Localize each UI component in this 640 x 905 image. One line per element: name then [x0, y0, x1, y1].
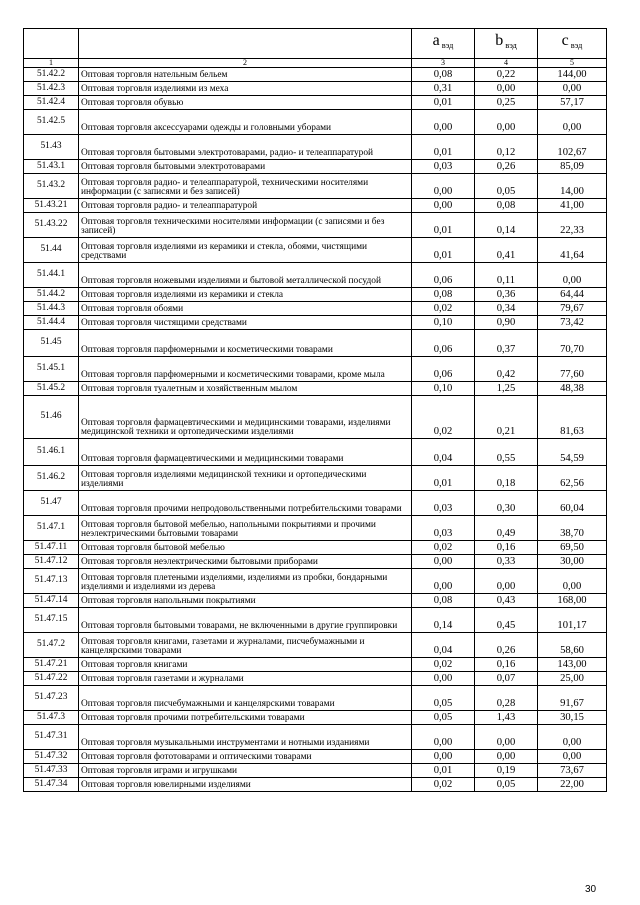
- row-name: Оптовая торговля изделиями из меха: [79, 82, 412, 96]
- row-c-value: 91,67: [538, 686, 607, 711]
- row-c-value: 38,70: [538, 516, 607, 541]
- row-code: 51.47.13: [24, 569, 79, 594]
- table-row: [24, 725, 607, 750]
- row-a-value: 0,01: [412, 764, 475, 778]
- page-number: 30: [585, 884, 597, 895]
- row-code: 51.47.3: [24, 711, 79, 725]
- table-row: [24, 238, 607, 263]
- row-c-value: 62,56: [538, 466, 607, 491]
- header-b-label: b: [495, 32, 504, 50]
- row-c-value: 168,00: [538, 594, 607, 608]
- table-row: [24, 174, 607, 199]
- row-b-value: 0,33: [475, 555, 538, 569]
- row-c-value: 60,04: [538, 491, 607, 516]
- row-name: Оптовая торговля газетами и журналами: [79, 672, 412, 686]
- table-row: [24, 439, 607, 466]
- row-a-value: 0,08: [412, 594, 475, 608]
- row-b-value: 0,41: [475, 238, 538, 263]
- row-c-value: 70,70: [538, 330, 607, 357]
- row-a-value: 0,10: [412, 382, 475, 396]
- row-code: 51.47.12: [24, 555, 79, 569]
- row-a-value: 0,00: [412, 569, 475, 594]
- row-c-value: 0,00: [538, 569, 607, 594]
- table-row: [24, 764, 607, 778]
- row-code: 51.47.21: [24, 658, 79, 672]
- row-name: Оптовая торговля нательным бельем: [79, 68, 412, 82]
- row-a-value: 0,06: [412, 357, 475, 382]
- row-b-value: 0,90: [475, 316, 538, 330]
- row-a-value: 0,02: [412, 396, 475, 439]
- table-row: [24, 82, 607, 96]
- table-row: [24, 711, 607, 725]
- row-a-value: 0,00: [412, 555, 475, 569]
- row-a-value: 0,05: [412, 711, 475, 725]
- row-code: 51.47.34: [24, 778, 79, 792]
- table-row: [24, 672, 607, 686]
- header-row: [24, 29, 607, 59]
- row-name: Оптовая торговля бытовыми товарами, не включенными в другие группировки: [79, 608, 412, 633]
- row-name: Оптовая торговля бытовыми электротоварами: [79, 160, 412, 174]
- row-a-value: 0,00: [412, 750, 475, 764]
- header-c-label: c: [561, 32, 569, 50]
- row-a-value: 0,06: [412, 330, 475, 357]
- row-c-value: 48,38: [538, 382, 607, 396]
- row-code: 51.47.23: [24, 686, 79, 711]
- row-c-value: 22,00: [538, 778, 607, 792]
- row-b-value: 0,42: [475, 357, 538, 382]
- row-a-value: 0,10: [412, 316, 475, 330]
- coefficients-table: [23, 28, 607, 792]
- row-a-value: 0,00: [412, 672, 475, 686]
- row-c-value: 0,00: [538, 263, 607, 288]
- row-code: 51.45.2: [24, 382, 79, 396]
- row-a-value: 0,00: [412, 174, 475, 199]
- row-a-value: 0,04: [412, 439, 475, 466]
- row-c-value: 41,64: [538, 238, 607, 263]
- table-row: [24, 686, 607, 711]
- table-row: [24, 382, 607, 396]
- row-code: 51.43.1: [24, 160, 79, 174]
- row-code: 51.42.3: [24, 82, 79, 96]
- row-c-value: 0,00: [538, 750, 607, 764]
- row-name: Оптовая торговля парфюмерными и косметическими товарами: [79, 330, 412, 357]
- row-b-value: 0,19: [475, 764, 538, 778]
- row-name: Оптовая торговля музыкальными инструментами и нотными изданиями: [79, 725, 412, 750]
- row-c-value: 14,00: [538, 174, 607, 199]
- header-c-subscript: вэд: [570, 40, 583, 51]
- row-code: 51.44.1: [24, 263, 79, 288]
- table-row: [24, 658, 607, 672]
- row-name: Оптовая торговля изделиями медицинской техники и ортопедическими изделиями: [79, 466, 412, 491]
- row-c-value: 58,60: [538, 633, 607, 658]
- column-number: 5: [538, 59, 607, 68]
- row-name: Оптовая торговля парфюмерными и косметическими товарами, кроме мыла: [79, 357, 412, 382]
- table-row: [24, 750, 607, 764]
- table-row: [24, 199, 607, 213]
- row-a-value: 0,01: [412, 466, 475, 491]
- row-c-value: 41,00: [538, 199, 607, 213]
- row-b-value: 0,30: [475, 491, 538, 516]
- row-b-value: 0,37: [475, 330, 538, 357]
- row-a-value: 0,02: [412, 658, 475, 672]
- row-b-value: 0,22: [475, 68, 538, 82]
- column-number: 4: [475, 59, 538, 68]
- row-c-value: 144,00: [538, 68, 607, 82]
- row-b-value: 0,00: [475, 750, 538, 764]
- table-row: [24, 357, 607, 382]
- row-c-value: 73,67: [538, 764, 607, 778]
- row-code: 51.43: [24, 135, 79, 160]
- row-name: Оптовая торговля бытовыми электротоварами, радио- и телеаппаратурой: [79, 135, 412, 160]
- column-number: 1: [24, 59, 79, 68]
- row-c-value: 69,50: [538, 541, 607, 555]
- row-a-value: 0,14: [412, 608, 475, 633]
- row-c-value: 54,59: [538, 439, 607, 466]
- table-row: [24, 778, 607, 792]
- header-a-cell: [412, 29, 475, 59]
- row-a-value: 0,01: [412, 213, 475, 238]
- row-name: Оптовая торговля изделиями из керамики и стекла, обоями, чистящими средствами: [79, 238, 412, 263]
- row-c-value: 79,67: [538, 302, 607, 316]
- row-b-value: 0,16: [475, 658, 538, 672]
- row-b-value: 0,26: [475, 160, 538, 174]
- row-b-value: 1,43: [475, 711, 538, 725]
- row-b-value: 0,05: [475, 174, 538, 199]
- row-code: 51.47.32: [24, 750, 79, 764]
- row-b-value: 0,16: [475, 541, 538, 555]
- row-code: 51.43.2: [24, 174, 79, 199]
- row-a-value: 0,01: [412, 135, 475, 160]
- table-row: [24, 569, 607, 594]
- header-name-cell: [79, 29, 412, 59]
- row-name: Оптовая торговля аксессуарами одежды и головными уборами: [79, 110, 412, 135]
- row-code: 51.47.14: [24, 594, 79, 608]
- row-code: 51.43.21: [24, 199, 79, 213]
- row-name: Оптовая торговля обоями: [79, 302, 412, 316]
- row-b-value: 0,45: [475, 608, 538, 633]
- row-code: 51.42.2: [24, 68, 79, 82]
- row-name: Оптовая торговля ножевыми изделиями и бытовой металлической посудой: [79, 263, 412, 288]
- row-name: Оптовая торговля играми и игрушками: [79, 764, 412, 778]
- row-code: 51.44.3: [24, 302, 79, 316]
- row-name: Оптовая торговля книгами, газетами и журналами, писчебумажными и канцелярскими товарами: [79, 633, 412, 658]
- row-code: 51.47.15: [24, 608, 79, 633]
- row-b-value: 0,49: [475, 516, 538, 541]
- row-c-value: 101,17: [538, 608, 607, 633]
- row-code: 51.43.22: [24, 213, 79, 238]
- row-a-value: 0,00: [412, 725, 475, 750]
- row-a-value: 0,03: [412, 491, 475, 516]
- row-code: 51.47.33: [24, 764, 79, 778]
- row-name: Оптовая торговля фототоварами и оптическими товарами: [79, 750, 412, 764]
- row-b-value: 0,12: [475, 135, 538, 160]
- row-code: 51.46.2: [24, 466, 79, 491]
- row-code: 51.44.4: [24, 316, 79, 330]
- row-name: Оптовая торговля прочими непродовольственными потребительскими товарами: [79, 491, 412, 516]
- row-b-value: 0,11: [475, 263, 538, 288]
- table-row: [24, 213, 607, 238]
- row-c-value: 143,00: [538, 658, 607, 672]
- table-row: [24, 135, 607, 160]
- row-code: 51.47.11: [24, 541, 79, 555]
- row-a-value: 0,06: [412, 263, 475, 288]
- row-a-value: 0,02: [412, 778, 475, 792]
- row-name: Оптовая торговля писчебумажными и канцелярскими товарами: [79, 686, 412, 711]
- row-a-value: 0,31: [412, 82, 475, 96]
- header-code-cell: [24, 29, 79, 59]
- header-a-label: a: [432, 32, 440, 50]
- header-b-subscript: вэд: [505, 40, 517, 51]
- table-row: [24, 608, 607, 633]
- row-a-value: 0,04: [412, 633, 475, 658]
- row-code: 51.47.31: [24, 725, 79, 750]
- row-c-value: 73,42: [538, 316, 607, 330]
- row-name: Оптовая торговля книгами: [79, 658, 412, 672]
- row-c-value: 0,00: [538, 110, 607, 135]
- row-b-value: 1,25: [475, 382, 538, 396]
- row-b-value: 0,14: [475, 213, 538, 238]
- row-name: Оптовая торговля фармацевтическими и медицинскими товарами, изделиями медицинской техники и ортопедическими изделиями: [79, 396, 412, 439]
- row-a-value: 0,00: [412, 110, 475, 135]
- row-name: Оптовая торговля обувью: [79, 96, 412, 110]
- row-c-value: 25,00: [538, 672, 607, 686]
- row-name: Оптовая торговля чистящими средствами: [79, 316, 412, 330]
- column-number: 3: [412, 59, 475, 68]
- row-code: 51.44.2: [24, 288, 79, 302]
- row-c-value: 57,17: [538, 96, 607, 110]
- column-number-row: [24, 59, 607, 68]
- row-code: 51.47.1: [24, 516, 79, 541]
- row-name: Оптовая торговля фармацевтическими и медицинскими товарами: [79, 439, 412, 466]
- table-row: [24, 555, 607, 569]
- row-b-value: 0,00: [475, 110, 538, 135]
- header-b-cell: [475, 29, 538, 59]
- row-code: 51.42.4: [24, 96, 79, 110]
- row-a-value: 0,05: [412, 686, 475, 711]
- row-b-value: 0,00: [475, 569, 538, 594]
- row-c-value: 64,44: [538, 288, 607, 302]
- table-row: [24, 594, 607, 608]
- table-row: [24, 110, 607, 135]
- row-code: 51.47.2: [24, 633, 79, 658]
- row-b-value: 0,25: [475, 96, 538, 110]
- row-b-value: 0,26: [475, 633, 538, 658]
- row-name: Оптовая торговля напольными покрытиями: [79, 594, 412, 608]
- row-a-value: 0,01: [412, 238, 475, 263]
- row-c-value: 30,15: [538, 711, 607, 725]
- row-a-value: 0,02: [412, 302, 475, 316]
- row-name: Оптовая торговля радио- и телеаппаратурой: [79, 199, 412, 213]
- row-c-value: 30,00: [538, 555, 607, 569]
- row-b-value: 0,43: [475, 594, 538, 608]
- row-c-value: 0,00: [538, 82, 607, 96]
- row-a-value: 0,01: [412, 96, 475, 110]
- table-row: [24, 96, 607, 110]
- row-a-value: 0,02: [412, 541, 475, 555]
- row-a-value: 0,03: [412, 516, 475, 541]
- row-name: Оптовая торговля плетеными изделиями, изделиями из пробки, бондарными изделиями и изделиями из дерева: [79, 569, 412, 594]
- header-c-cell: [538, 29, 607, 59]
- row-a-value: 0,00: [412, 199, 475, 213]
- row-c-value: 22,33: [538, 213, 607, 238]
- row-name: Оптовая торговля неэлектрическими бытовыми приборами: [79, 555, 412, 569]
- table-row: [24, 541, 607, 555]
- row-b-value: 0,28: [475, 686, 538, 711]
- row-c-value: 102,67: [538, 135, 607, 160]
- table-row: [24, 516, 607, 541]
- table-row: [24, 68, 607, 82]
- row-b-value: 0,00: [475, 725, 538, 750]
- row-name: Оптовая торговля туалетным и хозяйственным мылом: [79, 382, 412, 396]
- row-b-value: 0,08: [475, 199, 538, 213]
- row-a-value: 0,03: [412, 160, 475, 174]
- row-code: 51.46.1: [24, 439, 79, 466]
- row-name: Оптовая торговля бытовой мебелью: [79, 541, 412, 555]
- row-a-value: 0,08: [412, 288, 475, 302]
- table-row: [24, 316, 607, 330]
- row-c-value: 85,09: [538, 160, 607, 174]
- row-name: Оптовая торговля бытовой мебелью, напольными покрытиями и прочими неэлектрическими бытовыми товарами: [79, 516, 412, 541]
- row-b-value: 0,18: [475, 466, 538, 491]
- table-row: [24, 263, 607, 288]
- row-a-value: 0,08: [412, 68, 475, 82]
- row-code: 51.45.1: [24, 357, 79, 382]
- row-code: 51.46: [24, 396, 79, 439]
- row-c-value: 81,63: [538, 396, 607, 439]
- row-code: 51.47: [24, 491, 79, 516]
- table-row: [24, 302, 607, 316]
- row-b-value: 0,00: [475, 82, 538, 96]
- row-code: 51.44: [24, 238, 79, 263]
- column-number: 2: [79, 59, 412, 68]
- row-b-value: 0,05: [475, 778, 538, 792]
- row-name: Оптовая торговля прочими потребительскими товарами: [79, 711, 412, 725]
- row-b-value: 0,07: [475, 672, 538, 686]
- row-b-value: 0,34: [475, 302, 538, 316]
- row-c-value: 77,60: [538, 357, 607, 382]
- row-b-value: 0,21: [475, 396, 538, 439]
- row-name: Оптовая торговля ювелирными изделиями: [79, 778, 412, 792]
- row-code: 51.42.5: [24, 110, 79, 135]
- row-name: Оптовая торговля техническими носителями информации (с записями и без записей): [79, 213, 412, 238]
- row-c-value: 0,00: [538, 725, 607, 750]
- table-row: [24, 633, 607, 658]
- table-row: [24, 491, 607, 516]
- row-name: Оптовая торговля изделиями из керамики и стекла: [79, 288, 412, 302]
- row-b-value: 0,55: [475, 439, 538, 466]
- table-row: [24, 466, 607, 491]
- header-a-subscript: вэд: [441, 40, 454, 51]
- table-row: [24, 160, 607, 174]
- row-b-value: 0,36: [475, 288, 538, 302]
- row-code: 51.45: [24, 330, 79, 357]
- row-name: Оптовая торговля радио- и телеаппаратурой, техническими носителями информации (с записями и без записей): [79, 174, 412, 199]
- table-row: [24, 330, 607, 357]
- row-code: 51.47.22: [24, 672, 79, 686]
- table-row: [24, 396, 607, 439]
- table-row: [24, 288, 607, 302]
